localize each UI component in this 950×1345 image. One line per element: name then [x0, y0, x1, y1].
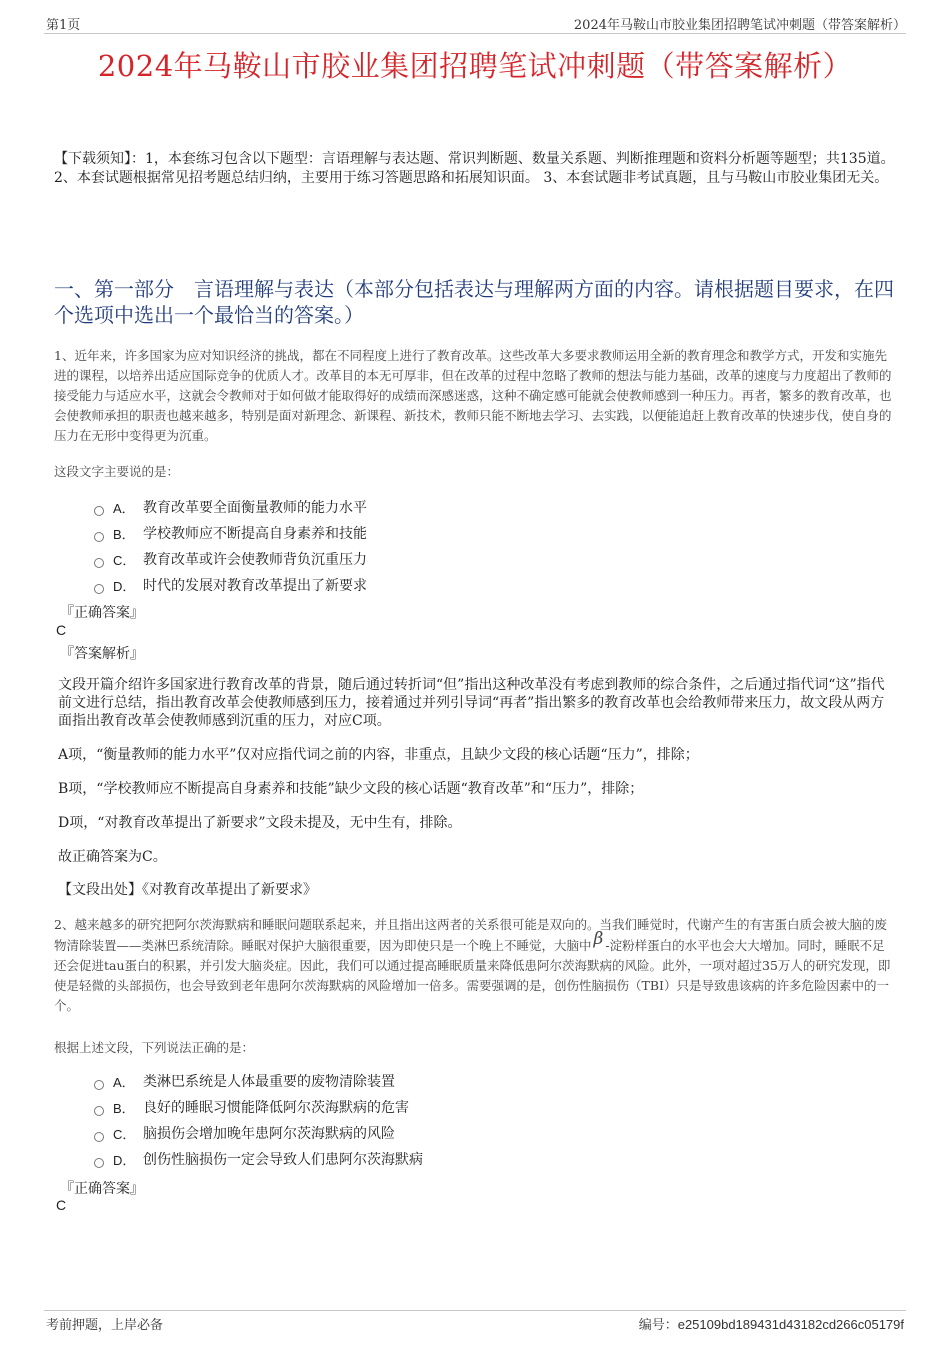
answer-value: C [56, 1197, 67, 1213]
analysis-paragraph: D项，“对教育改革提出了新要求”文段未提及，无中生有，排除。 [58, 815, 462, 831]
question-2-prompt: 根据上述文段，下列说法正确的是： [54, 1040, 255, 1055]
header-doc-title: 2024年马鞍山市胶业集团招聘笔试冲刺题（带答案解析） [573, 18, 906, 33]
option-a[interactable]: A． 教育改革要全面衡量教师的能力水平 [94, 494, 367, 520]
answer-label: 『正确答案』 [60, 605, 144, 621]
radio-icon[interactable] [94, 1106, 104, 1116]
radio-icon[interactable] [94, 1080, 104, 1090]
beta-symbol: β [593, 929, 604, 949]
page-title: 2024年马鞍山市胶业集团招聘笔试冲刺题（带答案解析） [97, 49, 853, 83]
option-d[interactable]: D． 时代的发展对教育改革提出了新要求 [94, 572, 367, 598]
analysis-paragraph: B项，“学校教师应不断提高自身素养和技能”缺少文段的核心话题“教育改革”和“压力”，排除； [58, 781, 644, 797]
question-1-prompt: 这段文字主要说的是： [54, 464, 180, 479]
header-divider [44, 33, 906, 34]
radio-icon[interactable] [94, 532, 104, 542]
radio-icon[interactable] [94, 584, 104, 594]
download-notice: 【下载须知】：1，本套练习包含以下题型：言语理解与表达题、常识判断题、数量关系题、判断推理题和资料分析题等题型；共135道。 2、本套试题根据常见招考题总结归纳，主要用于练习答题思路和拓展知识面。 3、本套试题非考试真题，且与马鞍山市胶业集团无关。 [54, 151, 895, 186]
answer-value: C [56, 622, 67, 638]
footer-slogan: 考前押题，上岸必备 [46, 1318, 164, 1333]
footer-divider [44, 1310, 906, 1311]
option-b[interactable]: B． 学校教师应不断提高自身素养和技能 [94, 520, 367, 546]
footer-document-id: 编号：e25109bd189431d43182cd266c05179f [638, 1317, 904, 1333]
analysis-paragraph: 文段开篇介绍许多国家进行教育改革的背景，随后通过转折词“但”指出这种改革没有考虑到教师的综合条件，之后通过指代词“这”指代前文进行总结，指出教育改革会使教师感到压力，接着通过并列引导词“再者”指出繁多的教育改革也会给教师带来压力，故文段从两方面指出教育改革会使教师感到沉重的压力，对应C项。 [58, 677, 885, 729]
option-a[interactable]: A． 类淋巴系统是人体最重要的废物清除装置 [94, 1068, 423, 1094]
analysis-label: 『答案解析』 [60, 646, 144, 662]
question-1-options [94, 494, 367, 598]
analysis-paragraph: 故正确答案为C。 [58, 849, 167, 865]
radio-icon[interactable] [94, 1132, 104, 1142]
answer-label: 『正确答案』 [60, 1181, 144, 1197]
question-2-options [94, 1068, 423, 1172]
question-1-stem: 1、近年来，许多国家为应对知识经济的挑战，都在不同程度上进行了教育改革。这些改革大多要求教师运用全新的教育理念和教学方式，开发和实施先进的课程，以培养出适应国际竞争的优质人才。改革目的本无可厚非，但在改革的过程中忽略了教师的想法与能力基础，改革的速度与力度超出了教师的接受能力与适应水平，这就会令教师对于如何做才能取得好的成绩而深感迷惑，这种不确定感可能就会使教师感到一种压力。再者，繁多的教育改革，也会使教师承担的职责也越来越多，特别是面对新理念、新课程、新技术，教师只能不断地去学习、去实践，以便能追赶上教育改革的快速步伐，使自身的压力在无形中变得更为沉重。 [54, 348, 892, 443]
header-page-number: 第1页 [46, 18, 81, 33]
option-d[interactable]: D． 创伤性脑损伤一定会导致人们患阿尔茨海默病 [94, 1146, 423, 1172]
option-b[interactable]: B． 良好的睡眠习惯能降低阿尔茨海默病的危害 [94, 1094, 423, 1120]
section-heading: 一、第一部分 言语理解与表达（本部分包括表达与理解两方面的内容。请根据题目要求，在四个选项中选出一个最恰当的答案。） [54, 277, 894, 327]
analysis-paragraph: A项，“衡量教师的能力水平”仅对应指代词之前的内容，非重点，且缺少文段的核心话题“压力”，排除； [58, 747, 699, 763]
radio-icon[interactable] [94, 1158, 104, 1168]
radio-icon[interactable] [94, 506, 104, 516]
option-c[interactable]: C． 脑损伤会增加晚年患阿尔茨海默病的风险 [94, 1120, 423, 1146]
question-2-stem: 2、越来越多的研究把阿尔茨海默病和睡眠问题联系起来，并且指出这两者的关系很可能是双向的。当我们睡觉时，代谢产生的有害蛋白质会被大脑的废物清除装置——类淋巴系统清除。睡眠对保护大脑很重要，因为即使只是一个晚上不睡觉，大脑中 β -淀粉样蛋白的水平也会大大增加。同时，睡眠不足还会促进tau蛋白的积累，并引发大脑炎症。因此，我们可以通过提高睡眠质量来降低患阿尔茨海默病的风险。此外，一项对超过35万人的研究发现，即使是轻微的头部损伤，也会导致到老年患阿尔茨海默病的风险增加一倍多。需要强调的是，创伤性脑损伤（TBI）只是导致患该病的许多危险因素中的一个。 [54, 917, 891, 1013]
option-c[interactable]: C． 教育改革或许会使教师背负沉重压力 [94, 546, 367, 572]
radio-icon[interactable] [94, 558, 104, 568]
source-citation: 【文段出处】《对教育改革提出了新要求》 [58, 882, 317, 898]
